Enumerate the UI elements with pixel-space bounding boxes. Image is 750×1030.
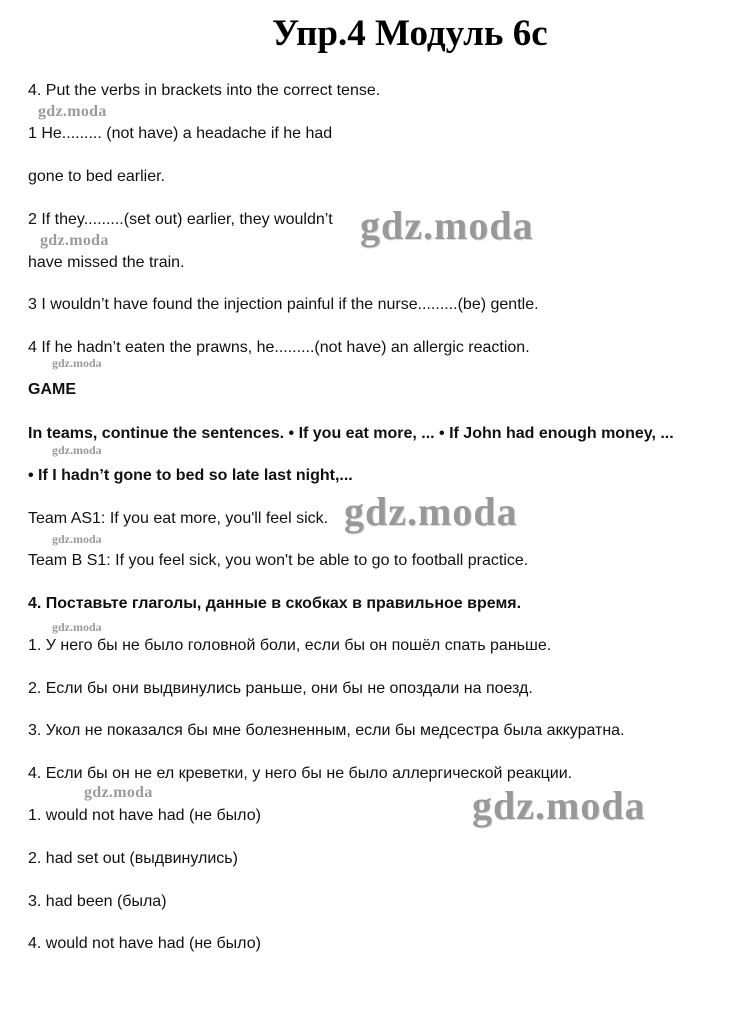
translation-line-2: 2. Если бы они выдвинулись раньше, они бы не опоздали на поезд. (28, 680, 533, 697)
game-team-b: Team B S1: If you feel sick, you won't be able to go to football practice. (28, 552, 529, 569)
exercise-line-4: 4 If he hadn’t eaten the prawns, he.........(not have) an allergic reaction. (28, 339, 530, 356)
watermark: gdz.moda (360, 203, 534, 248)
exercise-line-1: 1 He......... (not have) a headache if he had (28, 125, 333, 142)
game-heading: GAME (28, 381, 76, 398)
watermark: gdz.moda (40, 232, 109, 249)
translation-line-1: 1. У него бы не было головной боли, если бы он пошёл спать раньше. (28, 637, 552, 654)
exercise-line-2-cont: have missed the train. (28, 254, 185, 271)
watermark: gdz.moda (52, 620, 102, 634)
watermark: gdz.moda (52, 443, 102, 457)
game-team-a: Team AS1: If you eat more, you'll feel sick. (28, 510, 329, 527)
watermark: gdz.moda (472, 783, 646, 828)
exercise-line-1-cont: gone to bed earlier. (28, 168, 165, 185)
answer-2: 2. had set out (выдвинулись) (28, 850, 238, 867)
task-instruction: 4. Put the verbs in brackets into the correct tense. (28, 82, 381, 99)
translation-line-3: 3. Укол не показался бы мне болезненным, если бы медсестра была аккуратна. (28, 722, 625, 739)
exercise-line-2: 2 If they.........(set out) earlier, they wouldn’t (28, 211, 333, 228)
answer-4: 4. would not have had (не было) (28, 935, 261, 952)
answer-3: 3. had been (была) (28, 893, 167, 910)
watermark: gdz.moda (52, 356, 102, 370)
watermark: gdz.moda (38, 103, 107, 120)
answer-1: 1. would not have had (не было) (28, 807, 261, 824)
watermark: gdz.moda (344, 489, 518, 534)
game-instruction-2: • If I hadn’t gone to bed so late last night,... (28, 467, 353, 484)
exercise-line-3: 3 I wouldn’t have found the injection painful if the nurse.........(be) gentle. (28, 296, 539, 313)
translation-line-4: 4. Если бы он не ел креветки, у него бы не было аллергической реакции. (28, 765, 573, 782)
watermark: gdz.moda (52, 532, 102, 546)
watermark: gdz.moda (84, 784, 153, 801)
page-title: Упр.4 Модуль 6с (272, 13, 548, 54)
translation-heading: 4. Поставьте глаголы, данные в скобках в правильное время. (28, 595, 522, 612)
game-instruction-1: In teams, continue the sentences. • If you eat more, ... • If John had enough money, ... (28, 425, 674, 442)
